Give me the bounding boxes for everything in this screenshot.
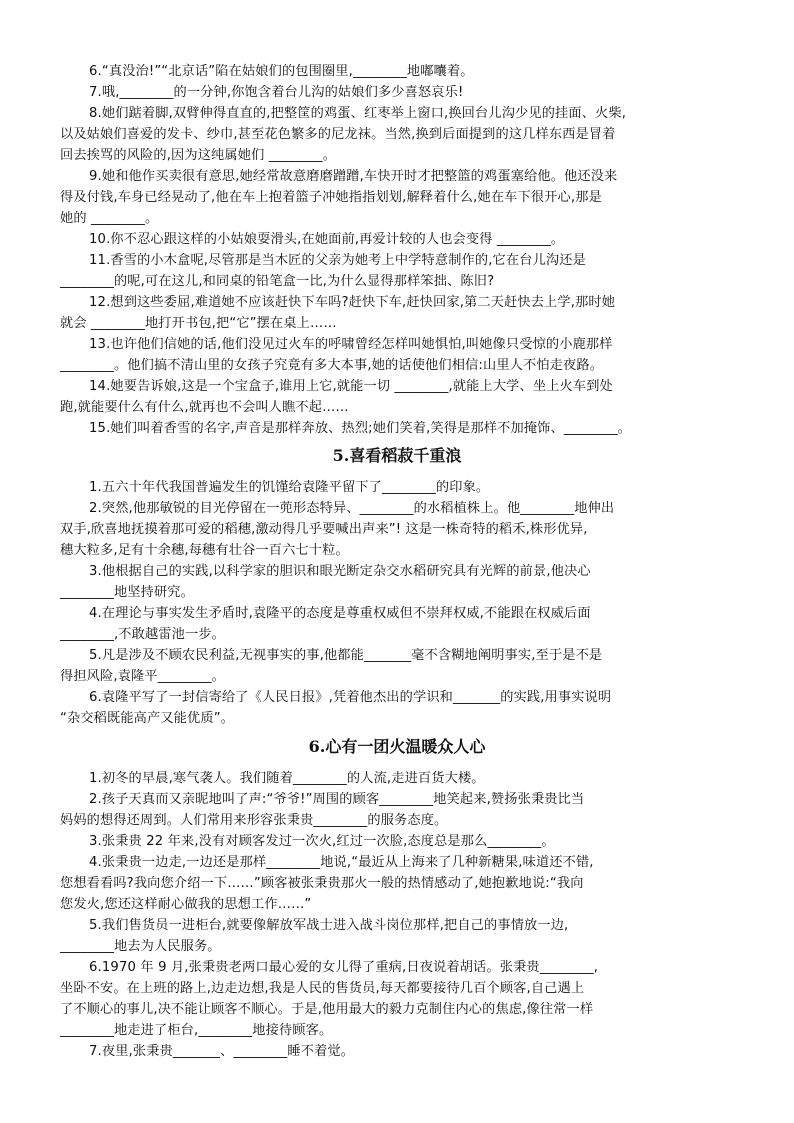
question-line: 1.初冬的早晨,寒气袭人。我们随着________的人流,走进百货大楼。 xyxy=(89,771,485,786)
question-line: 6.袁隆平写了一封信寄给了《人民日报》,凭着他杰出的学识和_______的实践,用事实说明 xyxy=(89,690,612,705)
question-line: 2.孩子天真而又亲昵地叫了声:“爷爷!”周围的顾客________地笑起来,赞扬张秉贵比当 xyxy=(89,792,585,807)
question-line: 10.你不忍心跟这样的小姑娘耍滑头,在她面前,再爱计较的人也会变得 ________。 xyxy=(89,232,565,247)
question-line: ________地坚持研究。 xyxy=(60,585,194,600)
question-line: 15.她们叫着香雪的名字,声音是那样奔放、热烈;她们笑着,笑得是那样不加掩饰、________。 xyxy=(89,421,632,436)
question-line: 3.张秉贵 22 年来,没有对顾客发过一次火,红过一次脸,态度总是那么________。 xyxy=(89,834,555,849)
question-line: 了不顺心的事儿,决不能让顾客不顺心。于是,他用最大的毅力克制住内心的焦虑,像往常一样 xyxy=(60,1002,594,1017)
question-line: 就会 ________地打开书包,把“它”摆在桌上…… xyxy=(60,316,337,331)
question-line: 您想看看吗?我向您介绍一下……”顾客被张秉贵那火一般的热情感动了,她抱歉地说:“我向 xyxy=(60,876,584,891)
question-line: 5.凡是涉及不顾农民利益,无视事实的事,他都能_______毫不含糊地阐明事实,至于是不是 xyxy=(89,648,603,663)
question-line: 妈妈的想得还周到。人们常用来形容张秉贵________的服务态度。 xyxy=(60,813,448,828)
question-line: 1.五六十年代我国普遍发生的饥馑给袁隆平留下了________的印象。 xyxy=(89,480,490,495)
question-line: 6.“真没治!”“北京话”陷在姑娘们的包围圈里,________地嘟囔着。 xyxy=(89,64,474,79)
section-heading: 6.心有一团火温暖众人心 xyxy=(308,737,486,756)
question-line: 穗大粒多,足有十余穗,每穗有壮谷一百六七十粒。 xyxy=(60,543,349,558)
question-line: 13.也许他们信她的话,他们没见过火车的呼啸曾经怎样叫她惧怕,叫她像只受惊的小鹿那样 xyxy=(89,337,613,352)
question-line: ________,不敢越雷池一步。 xyxy=(60,627,225,642)
question-line: 以及姑娘们喜爱的发卡、纱巾,甚至花色繁多的尼龙袜。当然,换到后面提到的这几样东西是冒着 xyxy=(60,127,616,142)
question-line: 回去挨骂的风险的,因为这纯属她们 ________。 xyxy=(60,148,337,163)
question-line: 7.哦,________的一分钟,你饱含着台儿沟的姑娘们多少喜怒哀乐! xyxy=(89,85,464,100)
section-heading: 5.喜看稻菽千重浪 xyxy=(332,446,462,465)
question-line: 8.她们踮着脚,双臂伸得直直的,把整筐的鸡蛋、红枣举上窗口,换回台儿沟少见的挂面、火柴, xyxy=(89,106,627,121)
question-line: 您发火,您还这样耐心做我的思想工作……” xyxy=(60,897,312,912)
question-line: 得担风险,袁隆平________。 xyxy=(60,669,225,684)
question-line: ________地走进了柜台,________地接待顾客。 xyxy=(60,1023,333,1038)
question-line: 3.他根据自己的实践,以科学家的胆识和眼光断定杂交水稻研究具有光辉的前景,他决心 xyxy=(89,564,591,579)
question-line: 12.想到这些委屈,难道她不应该赶快下车吗?赶快下车,赶快回家,第二天赶快去上学,那时她 xyxy=(89,295,616,310)
question-line: 7.夜里,张秉贵_______、________睡不着觉。 xyxy=(89,1044,355,1059)
question-line: ________地去为人民服务。 xyxy=(60,939,221,954)
question-line: 6.1970 年 9 月,张秉贵老两口最心爱的女儿得了重病,日夜说着胡话。张秉贵________, xyxy=(89,960,599,975)
question-line: “杂交稻既能高产又能优质”。 xyxy=(60,711,235,726)
question-line: 9.她和他作买卖很有意思,她经常故意磨磨蹭蹭,车快开时才把整篮的鸡蛋塞给他。他还没来 xyxy=(89,169,618,184)
question-line: 5.我们售货员一进柜台,就要像解放军战士进入战斗岗位那样,把自己的事情放一边, xyxy=(89,918,569,933)
question-line: 她的 ________。 xyxy=(60,211,159,226)
question-line: 双手,欣喜地抚摸着那可爱的稻穗,激动得几乎要喊出声来”! 这是一株奇特的稻禾,株形优异, xyxy=(60,522,588,537)
question-line: 2.突然,他那敏锐的目光停留在一蔸形态特异、________的水稻植株上。他________地伸出 xyxy=(89,501,615,516)
question-line: 11.香雪的小木盒呢,尽管那是当木匠的父亲为她考上中学特意制作的,它在台儿沟还是 xyxy=(89,253,586,268)
question-line: 4.在理论与事实发生矛盾时,袁隆平的态度是尊重权威但不崇拜权威,不能跟在权威后面 xyxy=(89,606,591,621)
question-line: 得及付钱,车身已经晃动了,他在车上抱着篮子冲她指指划划,解释着什么,她在车下很开心,那是 xyxy=(60,190,602,205)
question-line: ________。他们搞不清山里的女孩子究竟有多大本事,她的话使他们相信:山里人不怕走夜路。 xyxy=(60,358,604,373)
question-line: 跑,就能要什么有什么,就再也不会叫人瞧不起…… xyxy=(60,400,349,415)
question-line: 4.张秉贵一边走,一边还是那样________地说,“最近从上海来了几种新糖果,味道还不错, xyxy=(89,855,594,870)
question-line: 坐卧不安。在上班的路上,边走边想,我是人民的售货员,每天都要接待几百个顾客,自己遇上 xyxy=(60,981,585,996)
question-line: 14.她要告诉娘,这是一个宝盒子,谁用上它,就能一切 ________,就能上大学、坐上火车到处 xyxy=(89,379,613,394)
question-line: ________的呢,可在这儿,和同桌的铅笔盒一比,为什么显得那样笨拙、陈旧? xyxy=(60,274,495,289)
